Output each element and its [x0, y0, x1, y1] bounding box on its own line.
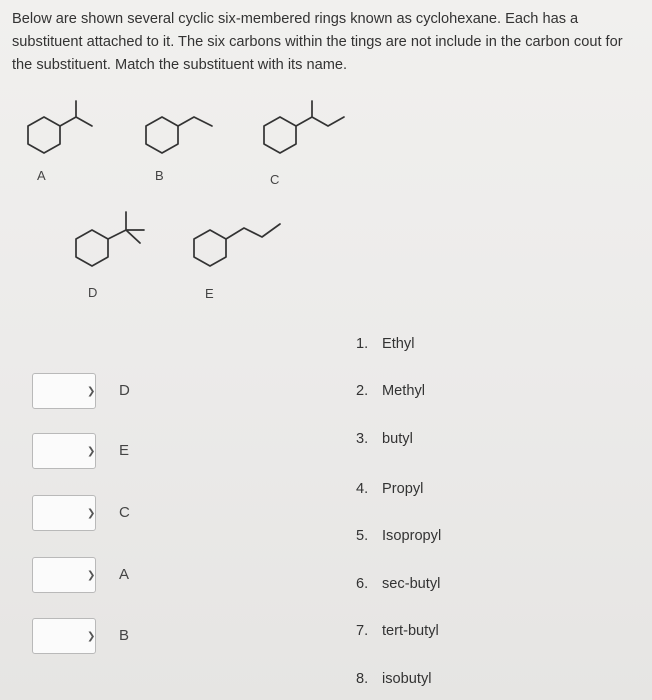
option-item: 3. butyl	[356, 431, 413, 447]
answer-select[interactable]	[32, 433, 96, 469]
answer-select[interactable]	[32, 618, 96, 654]
option-name: Ethyl	[382, 336, 415, 352]
chevron-down-icon[interactable]: ❯	[87, 570, 96, 581]
molecule-c-structure	[264, 101, 344, 153]
match-letter: E	[119, 442, 130, 459]
option-item: 1. Ethyl	[356, 336, 415, 352]
match-letter: A	[119, 566, 130, 583]
option-name: sec-butyl	[382, 576, 441, 592]
option-name: isobutyl	[382, 671, 432, 687]
option-name: butyl	[382, 431, 413, 447]
match-letter: C	[119, 504, 130, 521]
option-item: 2. Methyl	[356, 383, 425, 399]
chevron-down-icon[interactable]: ❯	[87, 386, 96, 397]
molecule-b-structure	[146, 117, 212, 153]
molecule-a-structure	[28, 101, 92, 153]
molecule-label-b: B	[155, 168, 164, 183]
molecule-e-structure	[194, 224, 280, 266]
option-item: 6. sec-butyl	[356, 576, 441, 592]
option-item: 8. isobutyl	[356, 671, 432, 687]
option-item: 4. Propyl	[356, 481, 424, 497]
option-item: 5. Isopropyl	[356, 528, 442, 544]
answer-select[interactable]	[32, 557, 96, 593]
answer-select[interactable]	[32, 373, 96, 409]
chevron-down-icon[interactable]: ❯	[87, 446, 96, 457]
option-name: Methyl	[382, 383, 425, 399]
match-letter: B	[119, 627, 130, 644]
option-name: Propyl	[382, 481, 424, 497]
option-name: Isopropyl	[382, 528, 442, 544]
match-letter: D	[119, 382, 130, 399]
molecule-label-e: E	[205, 286, 214, 301]
molecule-label-a: A	[37, 168, 46, 183]
chevron-down-icon[interactable]: ❯	[87, 631, 96, 642]
chevron-down-icon[interactable]: ❯	[87, 508, 96, 519]
molecule-label-d: D	[88, 285, 98, 300]
option-item: 7. tert-butyl	[356, 623, 439, 639]
option-name: tert-butyl	[382, 623, 439, 639]
structure-area	[0, 0, 652, 320]
question-prompt: Below are shown several cyclic six-membered rings known as cyclohexane. Each has a substituent attached to it. The six carbons within the tings are not include in the carbon cout for the substituent. Match the substituent with its name.	[12, 11, 623, 73]
answer-select[interactable]	[32, 495, 96, 531]
molecule-label-c: C	[270, 172, 280, 187]
molecule-d-structure	[76, 212, 144, 266]
